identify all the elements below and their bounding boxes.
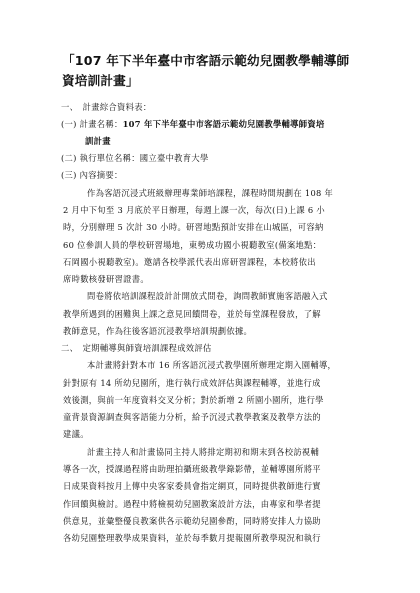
- line-text: (三) 內容摘要：: [61, 170, 123, 180]
- line-text: 針對原有 14 所幼兒園所，進行執行成效評估與課程輔導，並進行成: [63, 378, 321, 388]
- text-line: [63, 377, 321, 389]
- line-text: 一、 計畫綜合資料表：: [61, 102, 152, 112]
- line-text: 教師意見，作為往後客語沉浸教學培訓規劃依據。: [63, 326, 253, 336]
- text-line: [63, 480, 321, 492]
- text-line: [63, 498, 321, 510]
- text-line: [63, 515, 321, 527]
- line-text: 石岡國小視聽教室)。邀請各校學派代表出席研習課程，本校將依出: [63, 257, 316, 267]
- text-line: [87, 446, 319, 458]
- text-line: [63, 239, 321, 251]
- line-text: 問卷將依培訓課程設計計開放式問卷，詢問教師實施客語融入式: [87, 291, 328, 301]
- text-line: [87, 290, 328, 302]
- line-text: 60 位參訓人員的學校研習場地，東勢成功國小視聽教室(備案地點：: [63, 240, 322, 250]
- line-text: 教學所遇到的困難與上課之意見回饋問卷，並於每堂課程發放，了解: [63, 309, 321, 319]
- line-text: 各幼兒園整理教學成果資料，並於每季數月提報園所教學現況和執行: [63, 533, 321, 543]
- text-line: [87, 359, 336, 371]
- line-text: 導各一次，授課過程將由助理拍攝班級教學錄影帶，並輔導園所將平: [63, 464, 321, 474]
- text-line: [63, 394, 324, 406]
- text-line: [63, 325, 252, 337]
- text-line: [63, 463, 321, 475]
- line-text: 童背景資源調查與客語能力分析，給予沉浸式教學教案及教學方法的: [63, 412, 321, 422]
- line-text: 作回饋與檢討。過程中將檢視幼兒園教案設計方法，由專家和學者提: [63, 499, 321, 509]
- line-text: 2 月中下旬至 3 月底於平日辦理，每週上課一次，每次(日)上課 6 小: [63, 205, 326, 215]
- line-text: 建議。: [63, 429, 89, 439]
- text-line: [63, 273, 149, 285]
- text-line: [63, 308, 321, 320]
- line-text: 作為客語沉浸式班級辦理專業師培課程，課程時間規劃在 108 年: [87, 188, 334, 198]
- text-line: [61, 169, 123, 181]
- text-line: [63, 532, 321, 544]
- line-text: 本計畫將針對本市 16 所客語沉浸式教學園所辦理定期入園輔導，: [87, 360, 337, 370]
- text-line: [63, 428, 89, 440]
- line-text: (一) 計畫名稱：: [61, 119, 123, 129]
- line-bold-text: 107 年下半年臺中市客語示範幼兒園教學輔導師資培: [122, 119, 325, 129]
- text-line: [61, 342, 212, 354]
- line-text: 席時數核發研習證書。: [63, 274, 149, 284]
- text-line: [63, 204, 325, 216]
- text-line: [61, 101, 151, 113]
- text-line: [63, 221, 324, 233]
- line-text: 計畫主持人和計畫協同主持人將排定期初和期末到各校訪視輔: [87, 447, 320, 457]
- text-line: [87, 187, 333, 199]
- text-line: [61, 152, 209, 164]
- line-text: 效後測，與前一年度資料交叉分析；對於新增 2 所園小園所，進行學: [63, 395, 324, 405]
- text-line: [61, 118, 325, 130]
- text-line: [63, 411, 321, 423]
- text-line: [85, 135, 111, 147]
- line-text: 供意見，並彙整優良教案供各示範幼兒園參酌，同時將安排人力協助: [63, 516, 321, 526]
- text-line: [63, 256, 316, 268]
- line-text: 二、 定期輔導與師資培訓課程成效評估: [61, 343, 212, 353]
- line-bold-text: 訓計畫: [85, 136, 111, 146]
- document-title: 「107 年下半年臺中市客語示範幼兒園教學輔導師資培訓計畫」: [62, 53, 350, 88]
- line-text: 時，分別辦理 5 次計 30 小時。研習地點預計安排在山城區，可容納: [63, 222, 324, 232]
- line-text: 日成果資料按月上傳中央客家委員會指定網頁，同時提供教師進行實: [63, 481, 321, 491]
- line-text: (二) 執行單位名稱：國立臺中教育大學: [61, 153, 209, 163]
